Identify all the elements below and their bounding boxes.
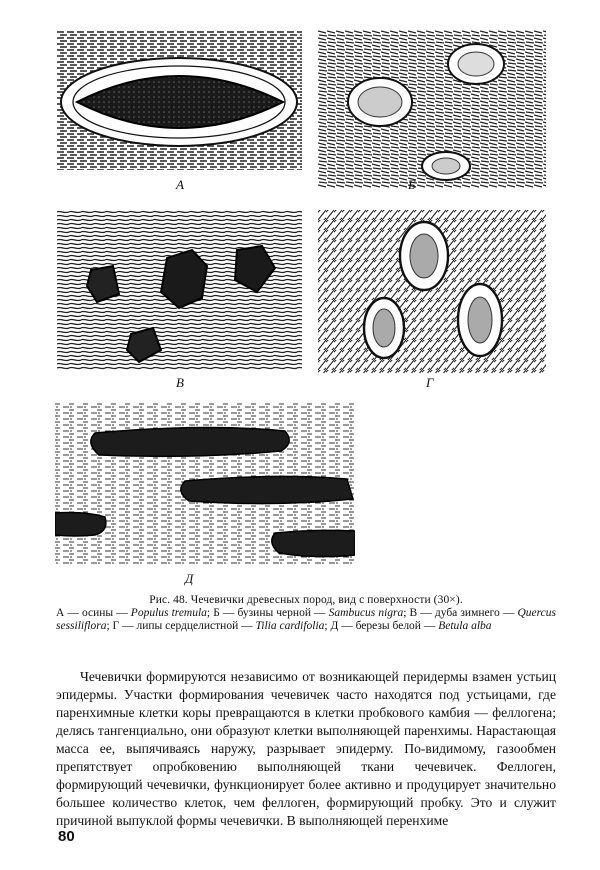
panel-d-image	[55, 403, 355, 565]
panel-a-image	[57, 30, 302, 170]
caption-part: ; Б — бузины черной —	[206, 607, 329, 619]
caption-species: Tilia cardifolia	[255, 620, 325, 632]
caption-species: Quercus sessiliflora	[56, 607, 556, 632]
page-number: 80	[58, 828, 75, 845]
caption-part: ; Д — березы белой —	[324, 620, 439, 632]
panel-b-label: Б	[408, 177, 416, 192]
body-paragraph: Чечевички формируются независимо от возникающей перидермы взамен устьиц эпидермы. Участки формирования чечевичек часто находятся под устьицами, где паренхимные клетки коры превращаются в клетки пробкового камбия — феллогена; делясь тангенциально, они образуют клетки выполняющей паренхимы. Нарастающая масса ее, выпячиваясь наружу, разрывает эпидерму. По-видимому, газообмен препятствует опробковению выполняющей ткани чечевичек. Феллоген, формирующий чечевички, функционирует более активно и продуцирует значительно большее количество клеток, чем феллоген, формирующий пробку. Это и служит причиной выпуклой формы чечевички. В выполняющей перенхиме	[56, 669, 556, 828]
panel-a-label: А	[176, 177, 184, 192]
caption-part: ; Г — липы сердцелистной —	[106, 620, 256, 632]
panel-g-image	[318, 210, 546, 373]
panel-v-image	[57, 210, 302, 370]
panel-d-label: Д	[185, 571, 194, 586]
panel-g-label: Г	[426, 375, 434, 390]
caption-species: Betula alba	[438, 620, 492, 632]
caption-species: Populus tremula	[130, 607, 207, 619]
panel-v-label: В	[176, 375, 184, 390]
panel-b-image	[318, 30, 546, 188]
body-text	[56, 668, 556, 830]
caption-part: А — осины —	[56, 607, 131, 619]
figure-caption	[56, 594, 556, 633]
caption-species: Sambucus nigra	[328, 607, 404, 619]
caption-title: Рис. 48. Чечевички древесных пород, вид с поверхности (30×).	[149, 594, 463, 606]
caption-body	[56, 607, 556, 633]
caption-part: ; В — дуба зимнего —	[403, 607, 518, 619]
